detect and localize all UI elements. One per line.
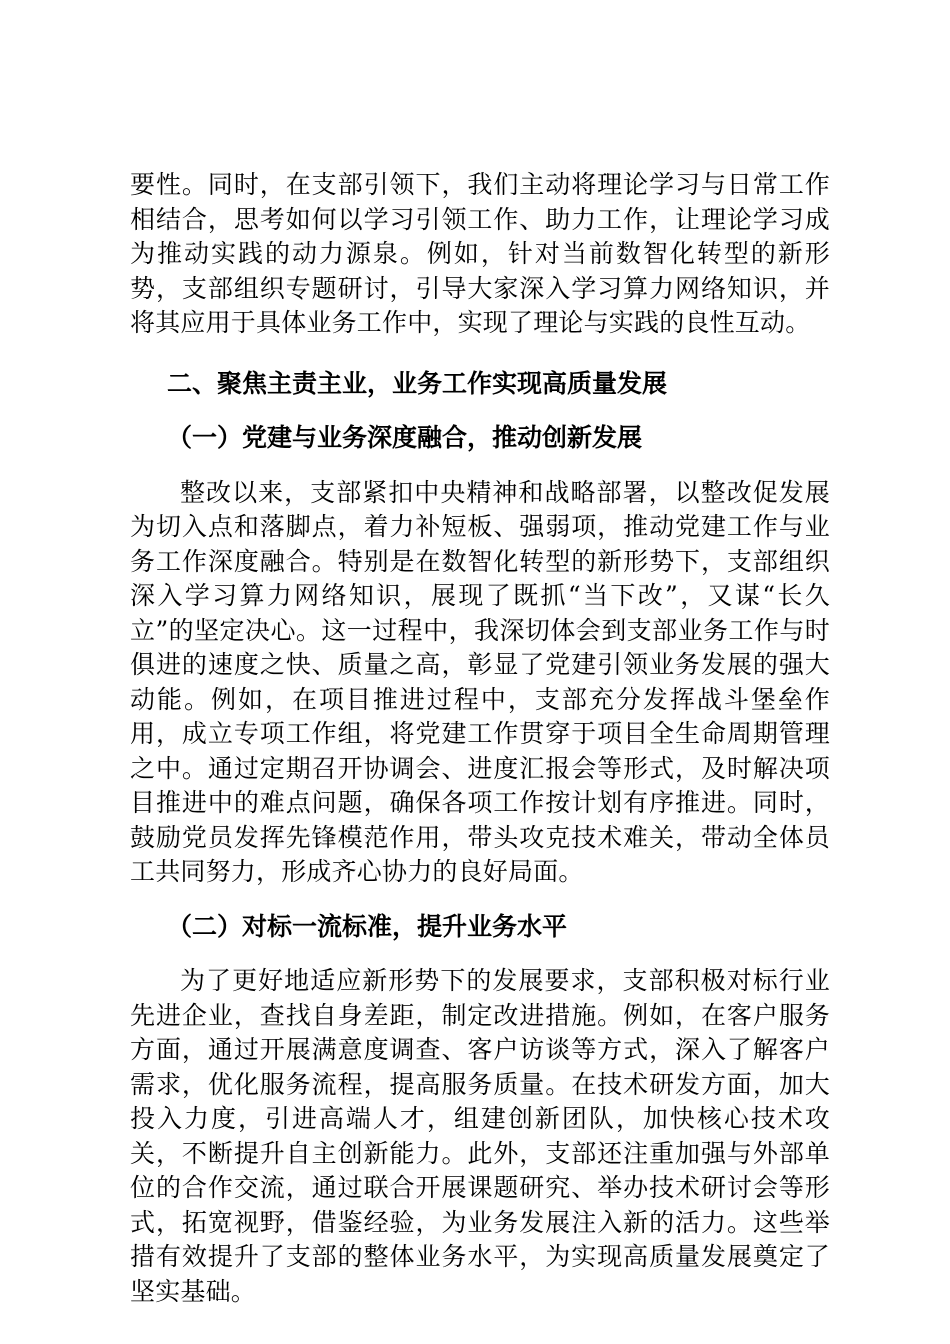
subsection-2-heading: （二）对标一流标准，提升业务水平 (167, 911, 568, 941)
document-page (130, 168, 830, 1309)
subsection-2-paragraph: 为了更好地适应新形势下的发展要求，支部积极对标行业先进企业，查找自身差距，制定改进措施。例如，在客户服务方面，通过开展满意度调查、客户访谈等方式，深入了解客户需求，优化服务流程，提高服务质量。在技术研发方面，加大投入力度，引进高端人才，组建创新团队，加快核心技术攻关，不断提升自主创新能力。此外，支部还注重加强与外部单位的合作交流，通过联合开展课题研究、举办技术研讨会等形式，拓宽视野，借鉴经验，为业务发展注入新的活力。这些举措有效提升了支部的整体业务水平，为实现高质量发展奠定了坚实基础。 (130, 966, 830, 1306)
intro-paragraph: 要性。同时，在支部引领下，我们主动将理论学习与日常工作相结合，思考如何以学习引领工作、助力工作，让理论学习成为推动实践的动力源泉。例如，针对当前数智化转型的新形势，支部组织专题研讨，引导大家深入学习算力网络知识，并将其应用于具体业务工作中，实现了理论与实践的良性互动。 (130, 170, 830, 337)
subsection-1-heading: （一）党建与业务深度融合，推动创新发展 (167, 423, 643, 452)
section-heading: 二、聚焦主责主业，业务工作实现高质量发展 (167, 368, 668, 398)
subsection-1-paragraph: 整改以来，支部紧扣中央精神和战略部署，以整改促发展为切入点和落脚点，着力补短板、强弱项，推动党建工作与业务工作深度融合。特别是在数智化转型的新形势下，支部组织深入学习算力网络知识，展现了既抓“当下改”，又谋“长久立”的坚定决心。这一过程中，我深切体会到支部业务工作与时俱进的速度之快、质量之高，彰显了党建引领业务发展的强大动能。例如，在项目推进过程中，支部充分发挥战斗堡垒作用，成立专项工作组，将党建工作贯穿于项目全生命周期管理之中。通过定期召开协调会、进度汇报会等形式，及时解决项目推进中的难点问题，确保各项工作按计划有序推进。同时，鼓励党员发挥先锋模范作用，带头攻克技术难关，带动全体员工共同努力，形成齐心协力的良好局面。 (130, 477, 830, 886)
